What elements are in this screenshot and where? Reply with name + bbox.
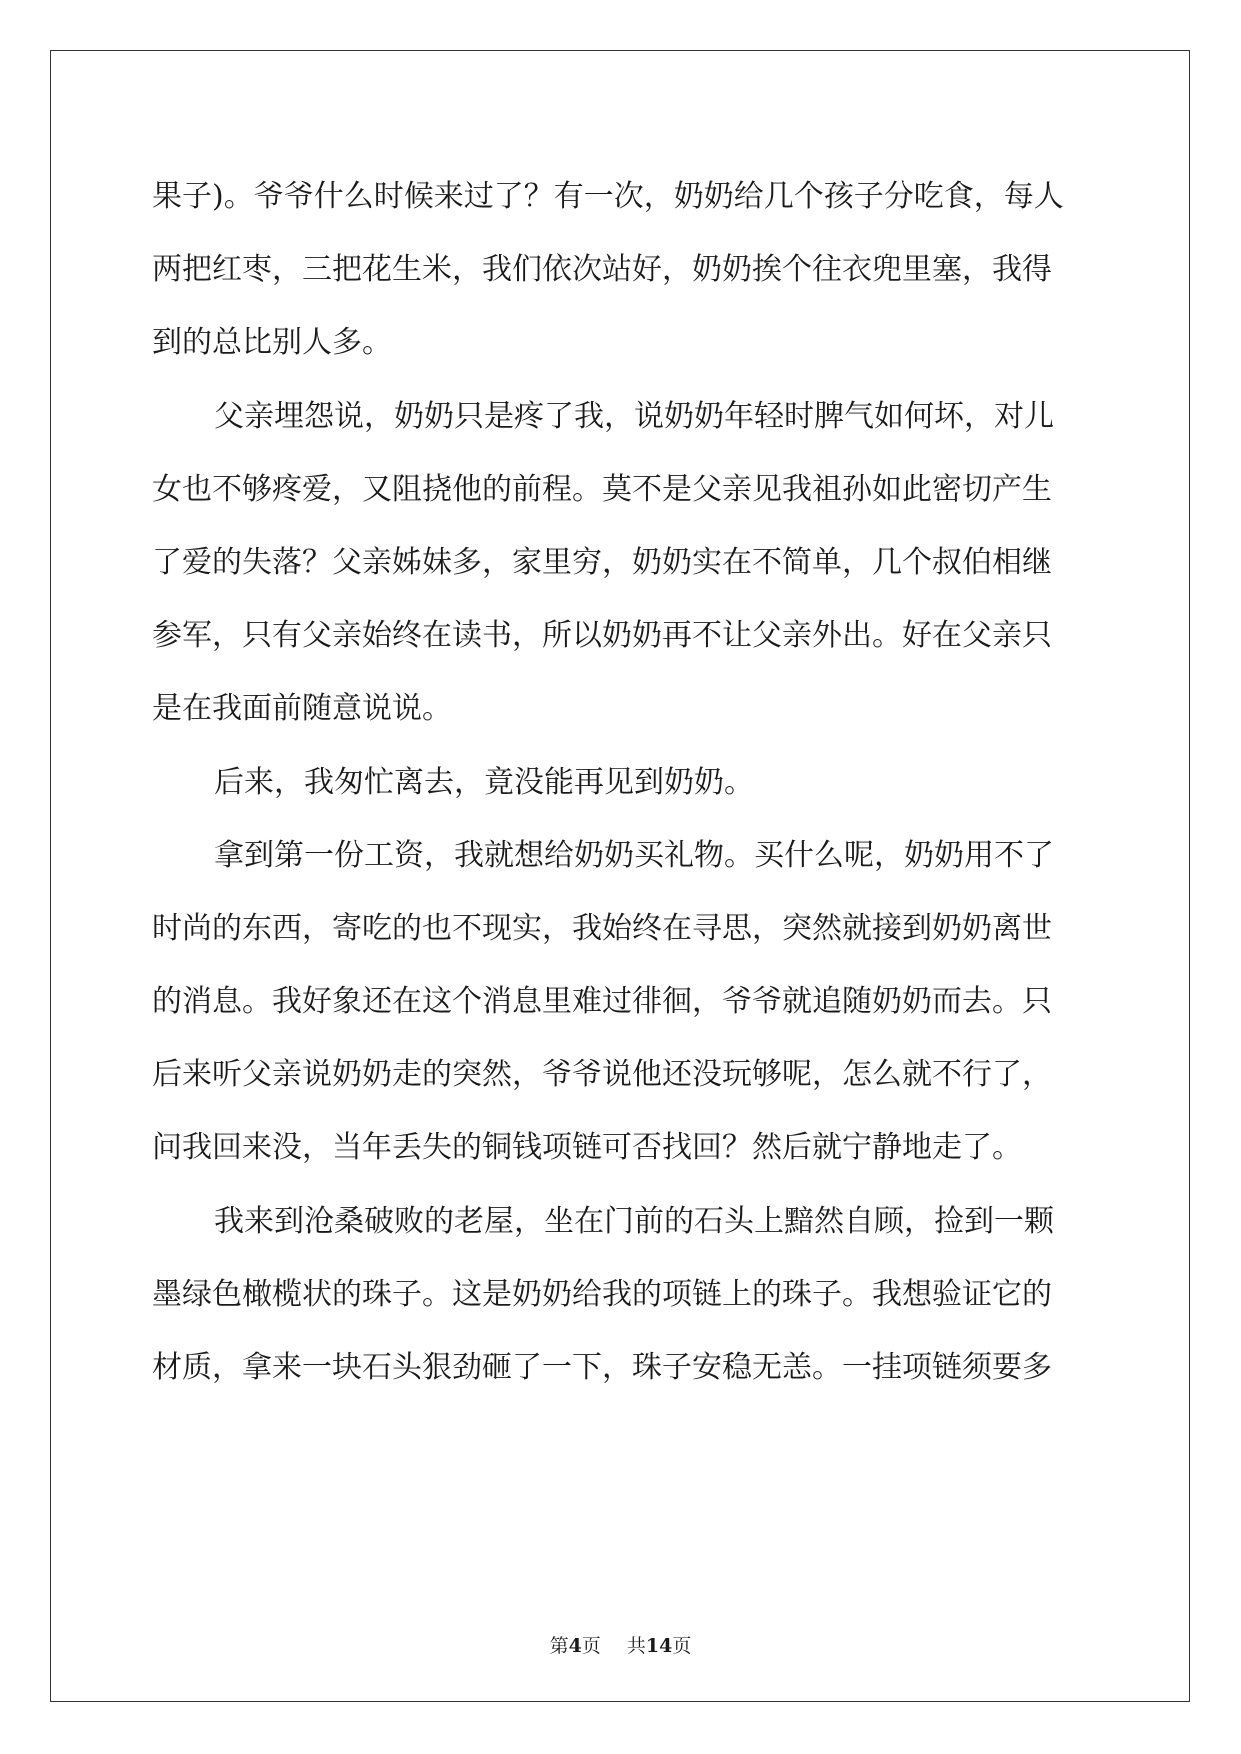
text-line: 时尚的东西，寄吃的也不现实，我始终在寻思，突然就接到奶奶离世 (152, 910, 1052, 946)
text-line: 墨绿色橄榄状的珠子。这是奶奶给我的项链上的珠子。我想验证它的 (152, 1276, 1052, 1312)
paragraph-start-line: 拿到第一份工资，我就想给奶奶买礼物。买什么呢，奶奶用不了 (214, 837, 1054, 873)
paragraph-start-line: 父亲埋怨说，奶奶只是疼了我，说奶奶年轻时脾气如何坏，对儿 (214, 398, 1054, 434)
text-line: 果子)。爷爷什么时候来过了？有一次，奶奶给几个孩子分吃食，每人 (152, 179, 1064, 214)
page-suffix: 页 (581, 1635, 601, 1657)
paragraph-start-line: 后来，我匆忙离去，竟没能再见到奶奶。 (214, 764, 754, 800)
page-number: 4 (568, 1635, 582, 1657)
text-line: 两把红枣，三把花生米，我们依次站好，奶奶挨个往衣兜里塞，我得 (152, 252, 1052, 288)
text-line: 材质，拿来一块石头狠劲砸了一下，珠子安稳无恙。一挂项链须要多 (152, 1350, 1052, 1385)
page-footer (0, 1631, 1241, 1658)
text-line: 后来听父亲说奶奶走的突然，爷爷说他还没玩够呢，怎么就不行了， (152, 1057, 1052, 1093)
paragraph-start-line: 我来到沧桑破败的老屋，坐在门前的石头上黯然自顾，捡到一颗 (214, 1203, 1054, 1239)
total-suffix: 页 (672, 1635, 692, 1657)
text-line: 女也不够疼爱，又阻挠他的前程。莫不是父亲见我祖孙如此密切产生 (152, 471, 1052, 507)
document-body (152, 160, 1087, 1404)
page-prefix: 第 (549, 1635, 569, 1657)
text-line: 参军，只有父亲始终在读书，所以奶奶再不让父亲外出。好在父亲只 (152, 618, 1052, 654)
text-line: 是在我面前随意说说。 (152, 691, 452, 727)
text-line: 了爱的失落？父亲姊妹多，家里穷，奶奶实在不简单，几个叔伯相继 (152, 544, 1052, 580)
text-line: 问我回来没，当年丢失的铜钱项链可否找回？然后就宁静地走了。 (152, 1130, 1022, 1166)
total-prefix: 共 (626, 1635, 646, 1657)
text-line: 的消息。我好象还在这个消息里难过徘徊，爷爷就追随奶奶而去。只 (152, 984, 1052, 1020)
text-line: 到的总比别人多。 (152, 325, 392, 361)
total-pages: 14 (645, 1635, 673, 1657)
